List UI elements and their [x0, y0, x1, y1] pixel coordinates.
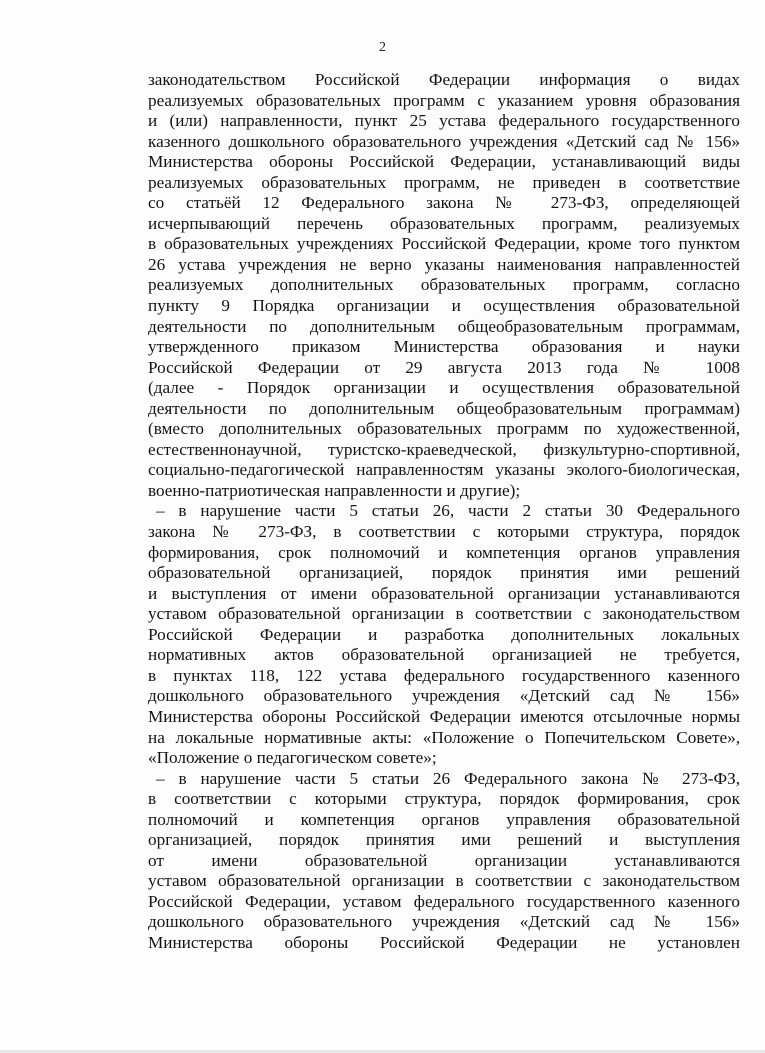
text-line: Российской Федерации, уставом федерального государственного казенного	[148, 891, 740, 911]
text-line: уставом образовательной организации в соответствии с законодательством	[148, 604, 740, 624]
page-number: 2	[379, 40, 386, 55]
text-line: – в нарушение части 5 статьи 26 Федерального закона № 273-ФЗ,	[156, 768, 740, 788]
text-line: в пунктах 118, 122 устава федерального государственного казенного	[148, 665, 740, 685]
text-line: нормативных актов образовательной организацией не требуется,	[148, 645, 740, 665]
text-line: (далее - Порядок организации и осуществления образовательной	[148, 378, 740, 398]
text-line: в соответствии с которыми структура, порядок формирования, срок	[148, 789, 740, 809]
text-line: Министерства обороны Российской Федерации имеются отсылочные нормы	[148, 706, 740, 726]
text-line: реализуемых образовательных программ, не приведен в соответствие	[148, 172, 740, 192]
text-line: дошкольного образовательного учреждения «Детский сад № 156»	[148, 912, 740, 932]
text-line: «Положение о педагогическом совете»;	[148, 748, 437, 768]
text-line: деятельности по дополнительным общеобразовательным программам,	[148, 316, 740, 336]
text-line: реализуемых дополнительных образовательных программ, согласно	[148, 275, 740, 295]
text-line: полномочий и компетенция органов управления образовательной	[148, 809, 740, 829]
text-line: Российской Федерации от 29 августа 2013 года № 1008	[148, 357, 740, 377]
text-line: Министерства обороны Российской Федерации, устанавливающий виды	[148, 152, 740, 172]
text-line: дошкольного образовательного учреждения «Детский сад № 156»	[148, 686, 740, 706]
text-line: 26 устава учреждения не верно указаны наименования направленностей	[148, 254, 740, 274]
text-line: и выступления от имени образовательной организации устанавливаются	[148, 583, 740, 603]
text-line: казенного дошкольного образовательного учреждения «Детский сад № 156»	[148, 131, 740, 151]
text-line: (вместо дополнительных образовательных программ по художественной,	[148, 419, 740, 439]
text-line: в образовательных учреждениях Российской Федерации, кроме того пунктом	[148, 234, 740, 254]
text-line: утвержденного приказом Министерства образования и науки	[148, 337, 740, 357]
text-line: деятельности по дополнительным общеобразовательным программам)	[148, 398, 740, 418]
text-line: Российской Федерации и разработка дополнительных локальных	[148, 624, 740, 644]
text-line: и (или) направленности, пункт 25 устава федерального государственного	[148, 111, 740, 131]
text-line: социально-педагогической направленностям указаны эколого-биологическая,	[148, 460, 740, 480]
text-line: от имени образовательной организации устанавливаются	[148, 850, 740, 870]
text-line: военно-патриотическая направленности и другие);	[148, 480, 521, 500]
text-line: пункту 9 Порядка организации и осуществления образовательной	[148, 296, 740, 316]
text-line: исчерпывающий перечень образовательных программ, реализуемых	[148, 213, 740, 233]
text-line: со статьёй 12 Федерального закона № 273-ФЗ, определяющей	[148, 193, 740, 213]
text-line: организацией, порядок принятия ими решений и выступления	[148, 830, 740, 850]
body-text	[148, 70, 740, 954]
text-line: формирования, срок полномочий и компетенция органов управления	[148, 542, 740, 562]
text-line: естественнонаучной, туристско-краеведческой, физкультурно-спортивной,	[148, 439, 740, 459]
text-line: на локальные нормативные акты: «Положение о Попечительском Совете»,	[148, 727, 740, 747]
text-line: закона № 273-ФЗ, в соответствии с которыми структура, порядок	[148, 522, 740, 542]
text-line: законодательством Российской Федерации информация о видах	[148, 70, 740, 89]
text-line: образовательной организацией, порядок принятия ими решений	[148, 563, 740, 583]
text-line: – в нарушение части 5 статьи 26, части 2 статьи 30 Федерального	[156, 501, 740, 521]
text-line: уставом образовательной организации в соответствии с законодательством	[148, 871, 740, 891]
text-line: Министерства обороны Российской Федерации не установлен	[148, 932, 740, 952]
text-line: реализуемых образовательных программ с указанием уровня образования	[148, 90, 740, 110]
